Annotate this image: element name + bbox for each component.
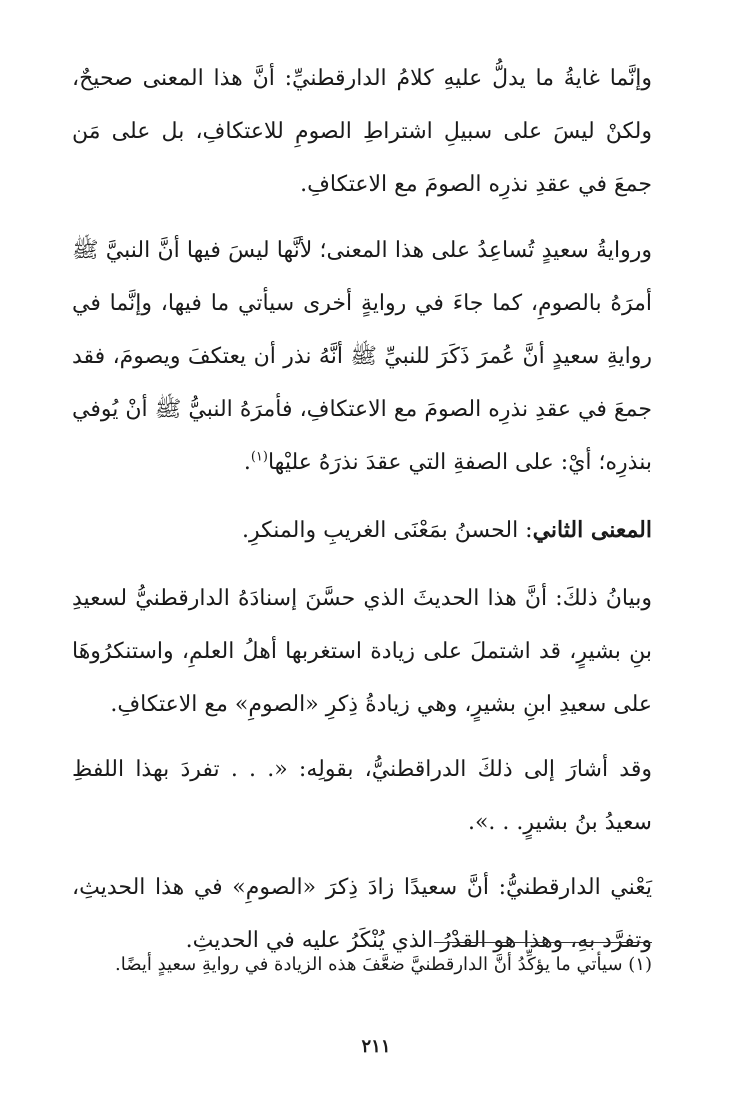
section-label-text: : الحسنُ بمَعْنَى الغريبِ والمنكرِ. [242,518,533,543]
paragraph-2 [72,224,652,489]
paragraph-1: وإنَّما غايةُ ما يدلُّ عليهِ كلامُ الدارقطنيِّ: أنَّ هذا المعنى صحيحٌ، ولكنْ ليسَ على سبيلِ اشتراطِ الصومِ للاعتكافِ، بل على مَن جمعَ في عقدِ نذرِه الصومَ مع الاعتكافِ. [72,66,652,197]
paragraph-5: وقد أشارَ إلى ذلكَ الدراقطنيُّ، بقولِه: «. . . تفردَ بهذا اللفظِ سعيدُ بنُ بشيرٍ. . .». [72,757,652,835]
paragraph-2-text: وروايةُ سعيدٍ تُساعِدُ على هذا المعنى؛ لأنَّها ليسَ فيها أنَّ النبيَّ ﷺ أمرَهُ بالصومِ، كما جاءَ في روايةٍ أخرى سيأتي ما فيها، وإنَّما في روايةِ سعيدٍ أنَّ عُمرَ ذَكَرَ للنبيِّ ﷺ أنَّهُ نذر أن يعتكفَ ويصومَ، فقد جمعَ في عقدِ نذرِه الصومَ مع الاعتكافِ، فأمرَهُ النبيُّ ﷺ أنْ يُوفي بنذرِه؛ أيْ: على الصفةِ التي عقدَ نذرَهُ عليْها [72,238,652,475]
footnote-reference[interactable]: (١) [250,449,268,465]
paragraph-6: يَعْني الدارقطنيُّ: أنَّ سعيدًا زادَ ذِكرَ «الصومِ» في هذا الحديثِ، وتفرَّد بهِ، وهذا هو القدْرُ الذي يُنْكَرُ عليه في الحديثِ. [72,875,652,953]
page-number: ٢١١ [361,1036,391,1057]
section-label: المعنى الثاني [532,517,652,543]
paragraph-2-end: . [243,450,251,475]
paragraph-3 [72,504,652,557]
footnote: (١) سيأتي ما يؤكِّدُ أنَّ الدارقطنيَّ ضعَّفَ هذه الزيادة في روايةِ سعيدٍ أيضًا. [115,954,652,975]
main-text [72,52,652,967]
footnote-divider [434,942,652,943]
paragraph-4: وبيانُ ذلكَ: أنَّ هذا الحديثَ الذي حسَّنَ إسنادَهُ الدارقطنيُّ لسعيدِ بنِ بشيرٍ، قد اشتملَ على زيادة استغربها أهلُ العلمِ، واستنكرُوهَا على سعيدِ ابنِ بشيرٍ، وهي زيادةُ ذِكرِ «الصومِ» مع الاعتكافِ. [72,586,652,717]
